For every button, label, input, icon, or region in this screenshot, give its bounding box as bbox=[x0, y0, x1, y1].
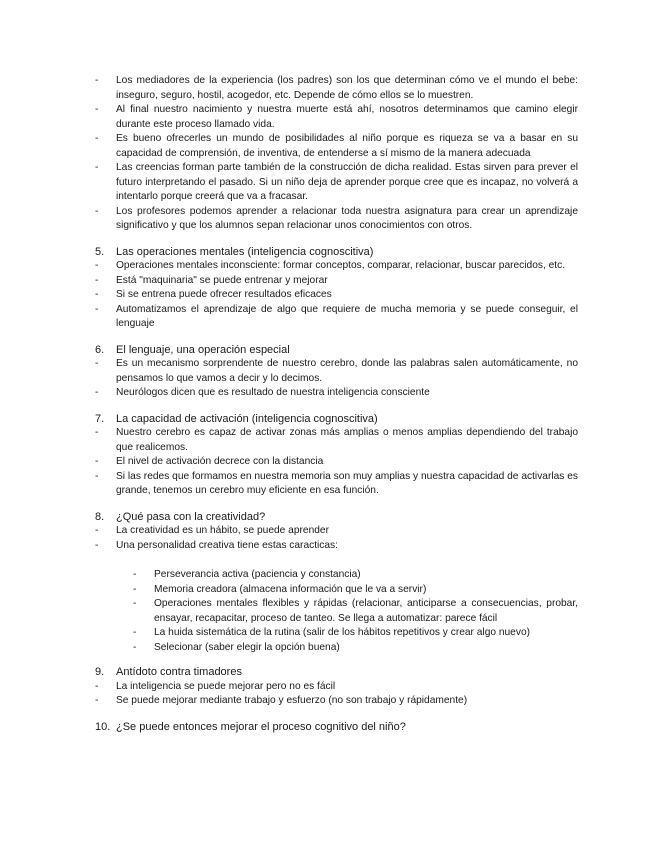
section-number: 9. bbox=[95, 666, 105, 678]
section-bullet-list bbox=[95, 680, 578, 709]
section-bullet-list bbox=[95, 426, 578, 499]
bullet-text: Perseverancia activa (paciencia y constancia) bbox=[154, 569, 361, 580]
bullet-text: Operaciones mentales flexibles y rápidas (relacionar, anticiparse a consecuencias, probar, ensayar, recapacitar, proceso de tanteo. Se llega a automatizar: parece fácil bbox=[154, 598, 578, 624]
section-heading bbox=[95, 665, 578, 680]
bullet-dash: - bbox=[95, 205, 99, 217]
section bbox=[95, 665, 578, 709]
bullet-text: Está "maquinaria" se puede entrenar y mejorar bbox=[116, 274, 328, 286]
section-heading bbox=[95, 720, 578, 735]
bullet-text: Los mediadores de la experiencia (los padres) son los que determinan cómo ve el mundo el bebe: inseguro, seguro, hostil, acogedor, etc. Depende de cómo ellos se lo muestren. bbox=[116, 75, 578, 101]
section-number: 5. bbox=[95, 245, 105, 258]
bullet-text: Los profesores podemos aprender a relacionar toda nuestra asignatura para crear un aprendizaje significativo y que los alumnos sepan relacionar unos conocimientos con otros. bbox=[116, 205, 578, 231]
bullet-dash: - bbox=[133, 641, 137, 653]
bullet-text: La inteligencia se puede mejorar pero no es fácil bbox=[116, 680, 336, 692]
bullet-dash: - bbox=[95, 104, 99, 115]
bullet-dash: - bbox=[95, 456, 99, 467]
bullet-dash: - bbox=[133, 598, 137, 609]
bullet-dash: - bbox=[95, 303, 99, 315]
bullet-text: El nivel de activación decrece con la distancia bbox=[116, 456, 324, 467]
section-number: 7. bbox=[95, 412, 105, 425]
section-heading bbox=[95, 412, 578, 427]
sections-container bbox=[95, 245, 578, 735]
bullet-text: Es bueno ofrecerles un mundo de posibilidades al niño porque es riqueza se va a basar en su capacidad de comprensión, de inventiva, de entenderse a sí mismo de la manera adecuada bbox=[116, 133, 578, 159]
section-bullet bbox=[95, 470, 578, 499]
section-title: La capacidad de activación (inteligencia cognoscitiva) bbox=[116, 412, 378, 425]
intro-bullet-list bbox=[95, 74, 578, 234]
section-bullet bbox=[95, 259, 578, 274]
section bbox=[95, 343, 578, 401]
section-number: 6. bbox=[95, 343, 105, 356]
section-number: 8. bbox=[95, 510, 105, 523]
section bbox=[95, 720, 578, 735]
section-bullet bbox=[95, 680, 578, 695]
sub-bullet bbox=[133, 641, 578, 656]
sub-bullet bbox=[133, 583, 578, 598]
bullet-text: La huida sistemática de la rutina (salir de los hábitos repetitivos y crear algo nuevo) bbox=[154, 627, 531, 638]
bullet-dash: - bbox=[95, 274, 99, 286]
section-bullet-list bbox=[95, 524, 578, 553]
bullet-dash: - bbox=[133, 583, 137, 595]
sub-bullet bbox=[133, 597, 578, 626]
bullet-dash: - bbox=[95, 358, 99, 369]
bullet-dash: - bbox=[95, 427, 99, 438]
intro-bullet bbox=[95, 74, 578, 103]
section bbox=[95, 245, 578, 332]
sub-bullet bbox=[133, 626, 578, 641]
section bbox=[95, 412, 578, 499]
bullet-text: Automatizamos el aprendizaje de algo que requiere de mucha memoria y se puede conseguir, el lenguaje bbox=[116, 303, 578, 329]
section-bullet bbox=[95, 386, 578, 401]
sub-bullet-list bbox=[95, 568, 578, 655]
section bbox=[95, 510, 578, 656]
bullet-text: Se puede mejorar mediante trabajo y esfuerzo (no son trabajo y rápidamente) bbox=[116, 695, 468, 706]
section-bullet bbox=[95, 524, 578, 539]
bullet-dash: - bbox=[95, 525, 99, 536]
bullet-dash: - bbox=[95, 470, 99, 482]
bullet-text: La creatividad es un hábito, se puede aprender bbox=[116, 525, 329, 536]
bullet-text: Es un mecanismo sorprendente de nuestro cerebro, donde las palabras salen automáticamente, no pensamos lo que vamos a decir y lo decimos. bbox=[116, 358, 578, 384]
section-bullet bbox=[95, 357, 578, 386]
section-bullet-list bbox=[95, 259, 578, 332]
intro-bullet bbox=[95, 103, 578, 132]
bullet-text: Selecionar (saber elegir la opción buena) bbox=[154, 641, 340, 653]
section-bullet bbox=[95, 288, 578, 303]
section-bullet bbox=[95, 539, 578, 554]
intro-bullet bbox=[95, 205, 578, 234]
bullet-dash: - bbox=[133, 627, 137, 638]
bullet-dash: - bbox=[95, 133, 99, 144]
bullet-dash: - bbox=[95, 162, 99, 173]
section-heading bbox=[95, 343, 578, 358]
bullet-text: Una personalidad creativa tiene estas caracticas: bbox=[116, 539, 338, 551]
bullet-dash: - bbox=[95, 75, 99, 86]
bullet-text: Si las redes que formamos en nuestra memoria son muy amplias y nuestra capacidad de activarlas es grande, tenemos un cerebro muy eficiente en esa función. bbox=[116, 470, 578, 496]
section-bullet bbox=[95, 303, 578, 332]
section-heading bbox=[95, 245, 578, 260]
section-bullet-list bbox=[95, 357, 578, 401]
section-bullet bbox=[95, 426, 578, 455]
bullet-dash: - bbox=[133, 569, 137, 580]
bullet-text: Si se entrena puede ofrecer resultados eficaces bbox=[116, 289, 332, 300]
section-title: Las operaciones mentales (inteligencia cognoscitiva) bbox=[116, 245, 374, 258]
section-title: Antídoto contra timadores bbox=[116, 666, 242, 678]
sub-bullet bbox=[133, 568, 578, 583]
section-bullet bbox=[95, 274, 578, 289]
section-title: ¿Qué pasa con la creatividad? bbox=[116, 510, 266, 523]
section-heading bbox=[95, 510, 578, 525]
bullet-text: Las creencias forman parte también de la construcción de dicha realidad. Estas sirven para prever el futuro interpretando el pasado. Si un niño deja de aprender porque cree que es incapaz, no volverá a intentarlo porque creerá que va a fracasar. bbox=[116, 162, 578, 202]
bullet-dash: - bbox=[95, 680, 99, 692]
bullet-dash: - bbox=[95, 387, 99, 398]
bullet-text: Memoria creadora (almacena información que le va a servir) bbox=[154, 583, 427, 595]
intro-bullet bbox=[95, 132, 578, 161]
section-bullet bbox=[95, 455, 578, 470]
intro-bullet bbox=[95, 161, 578, 205]
bullet-text: Al final nuestro nacimiento y nuestra muerte está ahí, nosotros determinamos que camino elegir durante este proceso llamado vida. bbox=[116, 104, 578, 130]
bullet-text: Nuestro cerebro es capaz de activar zonas más amplias o menos amplias dependiendo del trabajo que realicemos. bbox=[116, 427, 578, 453]
bullet-text: Neurólogos dicen que es resultado de nuestra inteligencia consciente bbox=[116, 387, 430, 398]
bullet-dash: - bbox=[95, 260, 99, 271]
section-title: El lenguaje, una operación especial bbox=[116, 343, 290, 356]
document-body bbox=[95, 74, 578, 734]
section-bullet bbox=[95, 694, 578, 709]
section-title: ¿Se puede entonces mejorar el proceso cognitivo del niño? bbox=[116, 720, 406, 733]
bullet-dash: - bbox=[95, 289, 99, 300]
section-number: 10. bbox=[95, 720, 111, 733]
bullet-dash: - bbox=[95, 695, 99, 706]
bullet-dash: - bbox=[95, 539, 99, 551]
bullet-text: Operaciones mentales inconsciente: formar conceptos, comparar, relacionar, buscar parecidos, etc. bbox=[116, 260, 566, 271]
